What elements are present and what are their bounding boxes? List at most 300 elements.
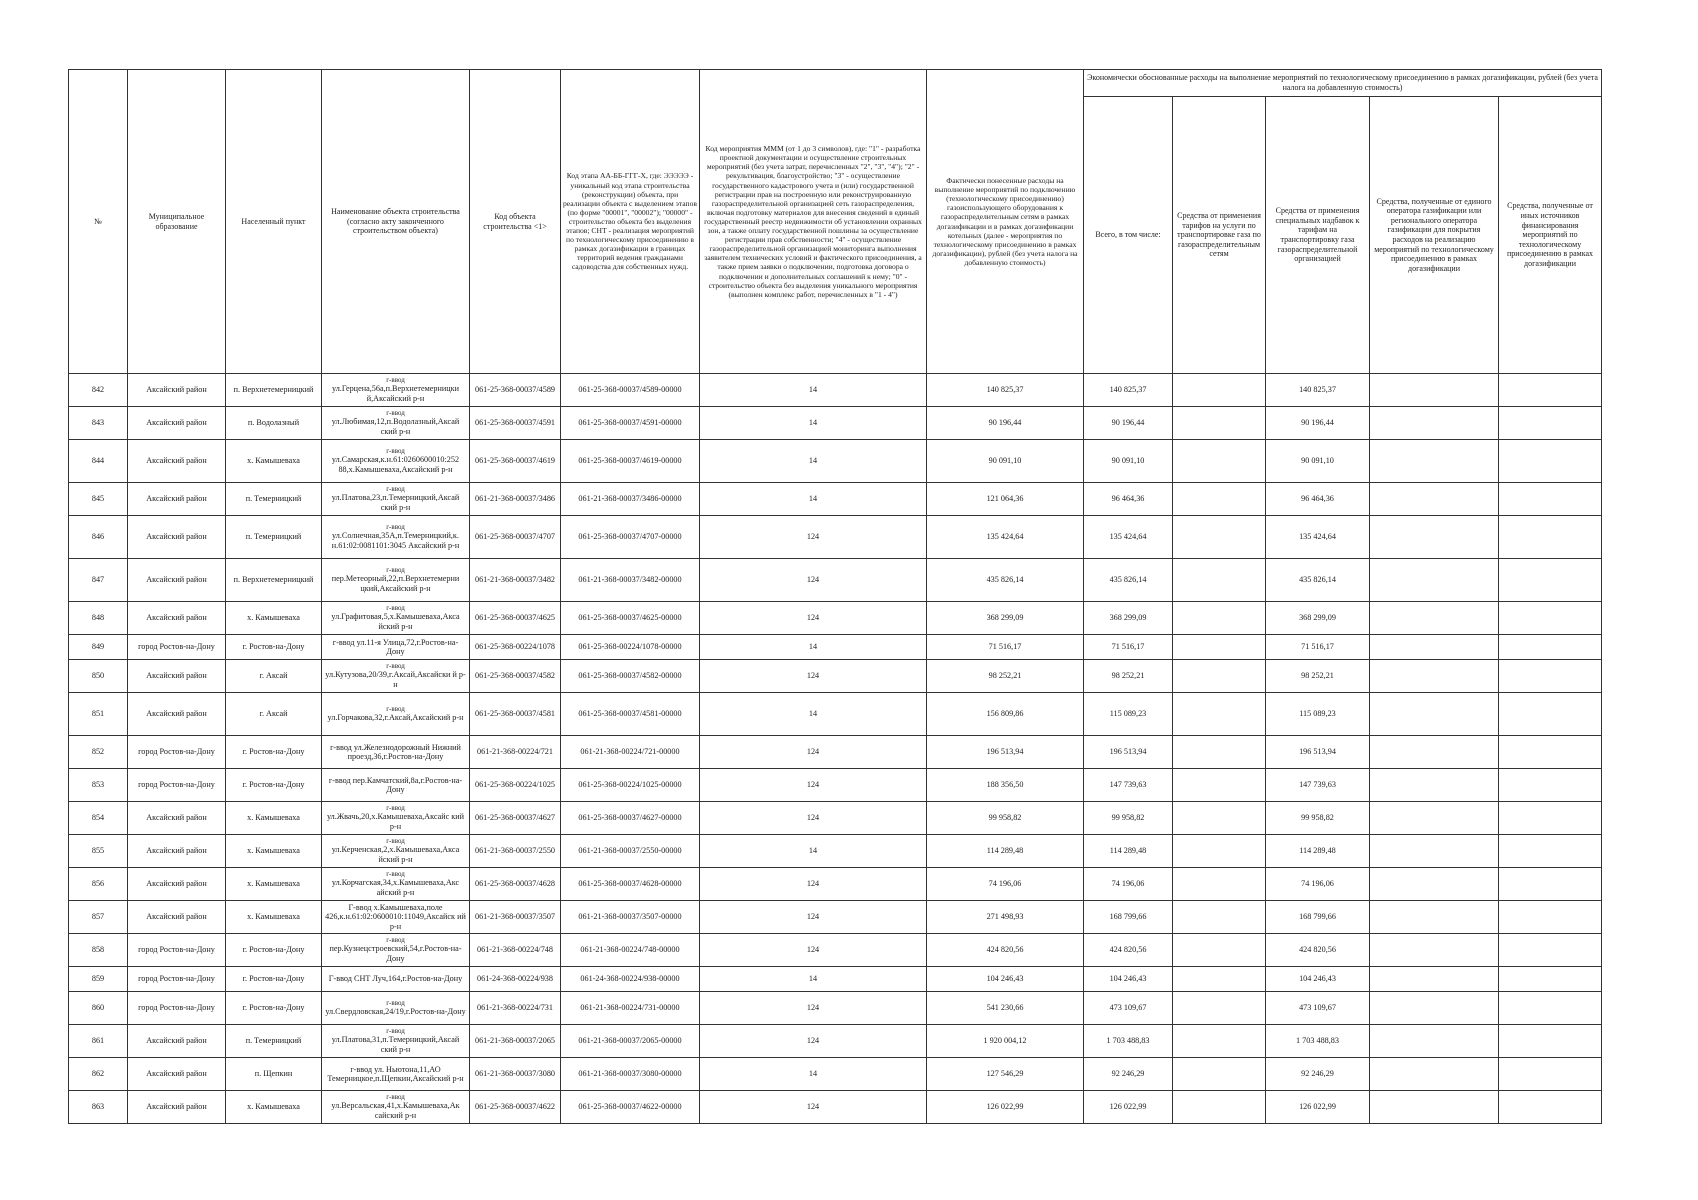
cell-special-surcharge: 147 739,63: [1266, 769, 1370, 802]
cell-municipality: Аксайский район: [128, 440, 226, 483]
cell-settlement: п. Щепкин: [226, 1058, 322, 1091]
cell-actual-costs: 1 920 004,12: [927, 1025, 1084, 1058]
object-address: ул.Платова,23,п.Темерницкий,Аксай ский р-н: [331, 493, 460, 512]
cell-number: 843: [69, 407, 128, 440]
cell-object-code: 061-24-368-00224/938: [470, 967, 561, 992]
cell-settlement: п. Темерницкий: [226, 483, 322, 516]
cell-object-code: 061-21-368-00037/3507: [470, 901, 561, 934]
cell-special-surcharge: 368 299,09: [1266, 602, 1370, 635]
object-address: ул.Графитовая,5,х.Камышеваха,Акса йский р-н: [331, 612, 460, 631]
cell-object-code: 061-25-368-00037/4627: [470, 802, 561, 835]
object-address: ул.Платова,31,п.Темерницкий,Аксай ский р-н: [331, 1035, 460, 1054]
cell-object-name: [322, 374, 470, 407]
object-address: ул.Керченская,2,х.Камышеваха,Акса йский р-н: [331, 845, 460, 864]
header-group-justified-costs: Экономически обоснованные расходы на выполнение мероприятий по технологическому присоединению в рамках догазификации, рублей (без учета налога на добавленную стоимость): [1084, 70, 1602, 97]
object-address: ул.Горчакова,32,г.Аксай,Аксайский р-н: [327, 712, 464, 722]
cell-municipality: Аксайский район: [128, 602, 226, 635]
cell-actual-costs: 435 826,14: [927, 559, 1084, 602]
cell-settlement: г. Ростов-на-Дону: [226, 736, 322, 769]
cell-total: 368 299,09: [1084, 602, 1173, 635]
object-prefix: г-ввод: [386, 804, 405, 813]
cell-settlement: г. Ростов-на-Дону: [226, 769, 322, 802]
cell-stage-code: 061-21-368-00224/748-00000: [561, 934, 700, 967]
cell-other-sources: [1499, 967, 1602, 992]
table-row: [69, 483, 1602, 516]
cell-settlement: п. Верхнетемерницкий: [226, 559, 322, 602]
object-prefix: г-ввод: [386, 447, 405, 456]
cell-total: 99 958,82: [1084, 802, 1173, 835]
cell-settlement: г. Ростов-на-Дону: [226, 967, 322, 992]
cell-settlement: п. Водолазный: [226, 407, 322, 440]
cell-other-sources: [1499, 1025, 1602, 1058]
cell-object-code: 061-21-368-00224/721: [470, 736, 561, 769]
table-row: [69, 602, 1602, 635]
cell-number: 860: [69, 992, 128, 1025]
cell-number: 852: [69, 736, 128, 769]
cell-event-code: 124: [700, 602, 927, 635]
cell-object-name: [322, 635, 470, 660]
cell-event-code: 14: [700, 693, 927, 736]
cell-settlement: г. Ростов-на-Дону: [226, 992, 322, 1025]
cell-total: 147 739,63: [1084, 769, 1173, 802]
cell-other-sources: [1499, 559, 1602, 602]
cell-settlement: х. Камышеваха: [226, 602, 322, 635]
object-address: ул.Самарская,к.н.61:0260600010:252 88,х.Камышеваха,Аксайский р-н: [331, 455, 460, 474]
header-tariff-transport: Средства от применения тарифов на услуги по транспортировке газа по газораспределительным сетям: [1173, 97, 1266, 374]
cell-municipality: Аксайский район: [128, 1058, 226, 1091]
cell-special-surcharge: 126 022,99: [1266, 1091, 1370, 1124]
cell-object-code: 061-21-368-00037/3080: [470, 1058, 561, 1091]
header-object-code: Код объекта строительства <1>: [470, 70, 561, 374]
cell-stage-code: 061-25-368-00037/4591-00000: [561, 407, 700, 440]
cell-actual-costs: 135 424,64: [927, 516, 1084, 559]
table-row: [69, 992, 1602, 1025]
cell-object-name: [322, 992, 470, 1025]
cell-actual-costs: 156 809,86: [927, 693, 1084, 736]
cell-settlement: г. Аксай: [226, 660, 322, 693]
cell-stage-code: 061-21-368-00037/2065-00000: [561, 1025, 700, 1058]
cell-tariff-transport: [1173, 1025, 1266, 1058]
cell-single-operator: [1370, 374, 1499, 407]
table-row: [69, 769, 1602, 802]
object-prefix: г-ввод: [386, 936, 405, 945]
cell-tariff-transport: [1173, 769, 1266, 802]
cell-tariff-transport: [1173, 934, 1266, 967]
cell-other-sources: [1499, 868, 1602, 901]
cell-tariff-transport: [1173, 967, 1266, 992]
cell-object-name: [322, 559, 470, 602]
cell-total: 168 799,66: [1084, 901, 1173, 934]
cell-actual-costs: 104 246,43: [927, 967, 1084, 992]
object-prefix: г-ввод: [386, 1093, 405, 1102]
cell-actual-costs: 74 196,06: [927, 868, 1084, 901]
cell-object-code: 061-21-368-00224/748: [470, 934, 561, 967]
cell-object-code: 061-25-368-00224/1025: [470, 769, 561, 802]
cell-special-surcharge: 90 196,44: [1266, 407, 1370, 440]
cell-municipality: город Ростов-на-Дону: [128, 635, 226, 660]
cell-actual-costs: 188 356,50: [927, 769, 1084, 802]
cell-special-surcharge: 115 089,23: [1266, 693, 1370, 736]
cell-stage-code: 061-25-368-00037/4619-00000: [561, 440, 700, 483]
cell-object-name: [322, 1025, 470, 1058]
cell-total: 98 252,21: [1084, 660, 1173, 693]
cell-event-code: 124: [700, 736, 927, 769]
cell-stage-code: 061-25-368-00037/4627-00000: [561, 802, 700, 835]
cell-actual-costs: 90 196,44: [927, 407, 1084, 440]
cell-total: 71 516,17: [1084, 635, 1173, 660]
cell-municipality: Аксайский район: [128, 516, 226, 559]
header-stage-code: Код этапа АА-ББ-ГГГ-Х, где: ЭЭЭЭЭ - уникальный код этапа строительства (реконструкции) объекта, при реализации объекта с выделением этапов (по форме "00001", "00002"); "00000" - строительство объекта без выделения этапов; СНТ - реализация мероприятий по технологическому присоединению в рамках догазификации в границах территорий ведения гражданами садоводства для собственных нужд.: [561, 70, 700, 374]
cell-actual-costs: 90 091,10: [927, 440, 1084, 483]
cell-special-surcharge: 104 246,43: [1266, 967, 1370, 992]
object-address: г-ввод ул. Ньютона,11,АО Темерницкое,п.Щепкин,Аксайский р-н: [327, 1064, 464, 1083]
cell-object-name: [322, 835, 470, 868]
cell-other-sources: [1499, 602, 1602, 635]
cell-special-surcharge: 473 109,67: [1266, 992, 1370, 1025]
cell-object-name: [322, 602, 470, 635]
cell-municipality: город Ростов-на-Дону: [128, 769, 226, 802]
cell-stage-code: 061-24-368-00224/938-00000: [561, 967, 700, 992]
cell-municipality: город Ростов-на-Дону: [128, 967, 226, 992]
cell-number: 862: [69, 1058, 128, 1091]
object-prefix: г-ввод: [386, 870, 405, 879]
table-row: [69, 1091, 1602, 1124]
cell-object-code: 061-25-368-00037/4622: [470, 1091, 561, 1124]
cell-special-surcharge: 1 703 488,83: [1266, 1025, 1370, 1058]
cell-object-code: 061-25-368-00037/4619: [470, 440, 561, 483]
cell-municipality: Аксайский район: [128, 1025, 226, 1058]
table-row: [69, 559, 1602, 602]
cell-single-operator: [1370, 1025, 1499, 1058]
cell-tariff-transport: [1173, 868, 1266, 901]
cell-event-code: 124: [700, 934, 927, 967]
cell-actual-costs: 99 958,82: [927, 802, 1084, 835]
header-number: №: [69, 70, 128, 374]
cell-tariff-transport: [1173, 992, 1266, 1025]
cell-object-code: 061-21-368-00037/3482: [470, 559, 561, 602]
cell-number: 857: [69, 901, 128, 934]
object-prefix: г-ввод: [386, 523, 405, 532]
cell-single-operator: [1370, 516, 1499, 559]
cell-municipality: Аксайский район: [128, 374, 226, 407]
header-actual-costs: Фактически понесенные расходы на выполнение мероприятий по подключению (технологическому присоединению) газоиспользующего оборудования к газораспределительным сетям в рамках догазификации и в рамках догазификации котельных (далее - мероприятия по технологическому присоединению в рамках догазификации), рублей (без учета налога на добавленную стоимость): [927, 70, 1084, 374]
object-address: г-ввод ул.11-я Улица,72,г.Ростов-на-Дону: [332, 637, 459, 656]
cell-event-code: 124: [700, 802, 927, 835]
object-address: ул.Корчагская,34,х.Камышеваха,Акс айский р-н: [331, 878, 460, 897]
cell-tariff-transport: [1173, 693, 1266, 736]
cell-settlement: х. Камышеваха: [226, 1091, 322, 1124]
object-prefix: г-ввод: [386, 376, 405, 385]
cell-number: 851: [69, 693, 128, 736]
table-row: [69, 374, 1602, 407]
cell-total: 140 825,37: [1084, 374, 1173, 407]
cell-object-code: 061-21-368-00037/2550: [470, 835, 561, 868]
cell-stage-code: 061-25-368-00037/4628-00000: [561, 868, 700, 901]
cell-total: 135 424,64: [1084, 516, 1173, 559]
table-header: [69, 70, 1602, 374]
cell-event-code: 124: [700, 1091, 927, 1124]
cell-special-surcharge: 196 513,94: [1266, 736, 1370, 769]
cell-total: 114 289,48: [1084, 835, 1173, 868]
cell-municipality: город Ростов-на-Дону: [128, 934, 226, 967]
cell-stage-code: 061-21-368-00037/3486-00000: [561, 483, 700, 516]
object-address: ул.Жвачь,20,х.Камышеваха,Аксайс кий р-н: [326, 812, 465, 831]
cell-actual-costs: 114 289,48: [927, 835, 1084, 868]
cell-stage-code: 061-25-368-00037/4625-00000: [561, 602, 700, 635]
cell-object-code: 061-25-368-00037/4582: [470, 660, 561, 693]
table-row: [69, 736, 1602, 769]
cell-stage-code: 061-25-368-00037/4582-00000: [561, 660, 700, 693]
cell-number: 845: [69, 483, 128, 516]
cell-special-surcharge: 71 516,17: [1266, 635, 1370, 660]
header-total: Всего, в том числе:: [1084, 97, 1173, 374]
cell-other-sources: [1499, 934, 1602, 967]
cell-single-operator: [1370, 1091, 1499, 1124]
cell-object-name: [322, 934, 470, 967]
table-row: [69, 693, 1602, 736]
cell-object-name: [322, 407, 470, 440]
cell-settlement: г. Аксай: [226, 693, 322, 736]
cell-object-code: 061-25-368-00037/4591: [470, 407, 561, 440]
cell-total: 196 513,94: [1084, 736, 1173, 769]
cell-single-operator: [1370, 769, 1499, 802]
object-address: ул.Кутузова,20/39,г.Аксай,Аксайски й р-н: [325, 670, 466, 689]
cell-object-code: 061-25-368-00037/4707: [470, 516, 561, 559]
cell-municipality: Аксайский район: [128, 901, 226, 934]
object-prefix: г-ввод: [386, 409, 405, 418]
cell-other-sources: [1499, 1058, 1602, 1091]
cell-number: 854: [69, 802, 128, 835]
cell-total: 74 196,06: [1084, 868, 1173, 901]
cell-total: 424 820,56: [1084, 934, 1173, 967]
cell-single-operator: [1370, 802, 1499, 835]
cell-event-code: 124: [700, 660, 927, 693]
object-address: пер.Метеорный,22,п.Верхнетемерни цкий,Аксайский р-н: [331, 574, 460, 593]
cell-special-surcharge: 140 825,37: [1266, 374, 1370, 407]
cell-object-name: [322, 516, 470, 559]
cell-settlement: х. Камышеваха: [226, 835, 322, 868]
cell-number: 863: [69, 1091, 128, 1124]
table-row: [69, 868, 1602, 901]
object-address: ул.Любимая,12,п.Водолазный,Аксай ский р-н: [331, 417, 460, 436]
cell-event-code: 14: [700, 407, 927, 440]
table-row: [69, 967, 1602, 992]
cell-other-sources: [1499, 1091, 1602, 1124]
cell-object-name: [322, 1058, 470, 1091]
object-prefix: г-ввод: [386, 704, 405, 713]
object-address: ул.Солнечная,35А,п.Темерницкий,к. н.61:02:0081101:3045 Аксайский р-н: [331, 531, 460, 550]
cell-tariff-transport: [1173, 440, 1266, 483]
cell-single-operator: [1370, 602, 1499, 635]
cell-actual-costs: 541 230,66: [927, 992, 1084, 1025]
cell-stage-code: 061-25-368-00037/4707-00000: [561, 516, 700, 559]
table-row: [69, 934, 1602, 967]
cell-total: 96 464,36: [1084, 483, 1173, 516]
cell-other-sources: [1499, 901, 1602, 934]
cell-actual-costs: 368 299,09: [927, 602, 1084, 635]
cell-special-surcharge: 92 246,29: [1266, 1058, 1370, 1091]
cell-tariff-transport: [1173, 559, 1266, 602]
cell-stage-code: 061-25-368-00037/4589-00000: [561, 374, 700, 407]
cell-single-operator: [1370, 967, 1499, 992]
cell-other-sources: [1499, 693, 1602, 736]
cell-settlement: п. Верхнетемерницкий: [226, 374, 322, 407]
cell-single-operator: [1370, 736, 1499, 769]
cell-stage-code: 061-25-368-00224/1078-00000: [561, 635, 700, 660]
object-address: ул.Версальская,41,х.Камышеваха,Ак сайский р-н: [331, 1101, 460, 1120]
cell-municipality: Аксайский район: [128, 483, 226, 516]
cell-tariff-transport: [1173, 602, 1266, 635]
header-municipality: Муниципальное образование: [128, 70, 226, 374]
cell-actual-costs: 126 022,99: [927, 1091, 1084, 1124]
table-body: [69, 374, 1602, 1124]
cell-total: 126 022,99: [1084, 1091, 1173, 1124]
cell-event-code: 14: [700, 483, 927, 516]
cell-object-name: [322, 967, 470, 992]
cell-event-code: 124: [700, 901, 927, 934]
cell-tariff-transport: [1173, 407, 1266, 440]
cell-object-name: [322, 901, 470, 934]
table-row: [69, 407, 1602, 440]
cell-stage-code: 061-25-368-00224/1025-00000: [561, 769, 700, 802]
cell-stage-code: 061-25-368-00037/4581-00000: [561, 693, 700, 736]
cell-municipality: Аксайский район: [128, 559, 226, 602]
cell-object-name: [322, 769, 470, 802]
table-row: [69, 635, 1602, 660]
cell-object-code: 061-21-368-00224/731: [470, 992, 561, 1025]
cell-event-code: 14: [700, 967, 927, 992]
cell-number: 861: [69, 1025, 128, 1058]
cell-special-surcharge: 168 799,66: [1266, 901, 1370, 934]
cell-total: 1 703 488,83: [1084, 1025, 1173, 1058]
cell-settlement: х. Камышеваха: [226, 868, 322, 901]
cell-special-surcharge: 96 464,36: [1266, 483, 1370, 516]
cell-single-operator: [1370, 934, 1499, 967]
table-row: [69, 802, 1602, 835]
cell-tariff-transport: [1173, 660, 1266, 693]
cell-settlement: х. Камышеваха: [226, 440, 322, 483]
cell-special-surcharge: 98 252,21: [1266, 660, 1370, 693]
cell-object-code: 061-21-368-00037/3486: [470, 483, 561, 516]
cell-event-code: 14: [700, 835, 927, 868]
cell-number: 844: [69, 440, 128, 483]
cell-settlement: х. Камышеваха: [226, 802, 322, 835]
cell-object-code: 061-25-368-00037/4589: [470, 374, 561, 407]
cell-object-code: 061-25-368-00037/4581: [470, 693, 561, 736]
cell-tariff-transport: [1173, 516, 1266, 559]
table-row: [69, 660, 1602, 693]
cell-other-sources: [1499, 769, 1602, 802]
cell-number: 846: [69, 516, 128, 559]
cell-single-operator: [1370, 407, 1499, 440]
cell-settlement: п. Темерницкий: [226, 1025, 322, 1058]
cell-tariff-transport: [1173, 802, 1266, 835]
cell-event-code: 14: [700, 1058, 927, 1091]
cell-municipality: Аксайский район: [128, 835, 226, 868]
cell-object-code: 061-21-368-00037/2065: [470, 1025, 561, 1058]
cell-other-sources: [1499, 440, 1602, 483]
cell-object-name: [322, 736, 470, 769]
cell-number: 848: [69, 602, 128, 635]
cell-single-operator: [1370, 635, 1499, 660]
header-event-code: Код мероприятия МММ (от 1 до 3 символов), где: "1" - разработка проектной документации и осуществление строительных мероприятий (без учета затрат, перечисленных "2", "3", "4"); "2" - рекультивация, благоустройство; "3" - осуществление государственного кадастрового учета и (или) государственной регистрации прав на построенную или реконструированную газораспределительной организацией сеть газораспределения, включая подготовку материалов для внесения сведений в единый государственный реестр недвижимости об установлении охранных зон, а также оплату государственной пошлины за осуществление регистрации прав собственности; "4" - осуществление газораспределительной организацией мониторинга выполнения заявителем технических условий и фактического присоединения, а также прием заявки о подключении, подготовка договора о подключении и дополнительных соглашений к нему; "0" - строительство объекта без выделения уникального мероприятия (выполнен комплекс работ, перечисленных в "1 - 4"): [700, 70, 927, 374]
cell-municipality: Аксайский район: [128, 407, 226, 440]
cell-number: 855: [69, 835, 128, 868]
cell-other-sources: [1499, 516, 1602, 559]
cell-total: 90 196,44: [1084, 407, 1173, 440]
cell-municipality: Аксайский район: [128, 868, 226, 901]
cell-single-operator: [1370, 559, 1499, 602]
header-other-sources: Средства, полученные от иных источников финансирования мероприятий по технологическому присоединению в рамках догазификации: [1499, 97, 1602, 374]
object-address: пер.Кузнецстроевский,54,г.Ростов-на-Дону: [329, 944, 462, 963]
cell-object-name: [322, 802, 470, 835]
object-address: г-ввод ул.Железнодорожный Нижний проезд,36,г.Ростов-на-Дону: [330, 742, 461, 761]
object-prefix: г-ввод: [386, 998, 405, 1007]
object-prefix: г-ввод: [386, 662, 405, 671]
cell-event-code: 124: [700, 1025, 927, 1058]
cell-other-sources: [1499, 992, 1602, 1025]
cell-stage-code: 061-21-368-00037/2550-00000: [561, 835, 700, 868]
cell-actual-costs: 424 820,56: [927, 934, 1084, 967]
cell-number: 849: [69, 635, 128, 660]
object-address: Г-ввод СНТ Луч,164,г.Ростов-на-Дону: [328, 974, 463, 984]
cell-special-surcharge: 74 196,06: [1266, 868, 1370, 901]
cell-total: 435 826,14: [1084, 559, 1173, 602]
cell-tariff-transport: [1173, 483, 1266, 516]
cell-total: 104 246,43: [1084, 967, 1173, 992]
cell-other-sources: [1499, 407, 1602, 440]
cell-single-operator: [1370, 868, 1499, 901]
cell-event-code: 124: [700, 992, 927, 1025]
cell-special-surcharge: 435 826,14: [1266, 559, 1370, 602]
cell-number: 858: [69, 934, 128, 967]
object-prefix: г-ввод: [386, 566, 405, 575]
cell-stage-code: 061-21-368-00037/3507-00000: [561, 901, 700, 934]
cell-event-code: 124: [700, 868, 927, 901]
cell-object-name: [322, 440, 470, 483]
object-prefix: г-ввод: [386, 837, 405, 846]
cell-special-surcharge: 114 289,48: [1266, 835, 1370, 868]
object-address: ул.Свердловская,24/19,г.Ростов-на-Дону: [325, 1006, 466, 1016]
cell-object-code: 061-25-368-00037/4625: [470, 602, 561, 635]
cell-stage-code: 061-21-368-00037/3482-00000: [561, 559, 700, 602]
cell-number: 847: [69, 559, 128, 602]
cell-actual-costs: 196 513,94: [927, 736, 1084, 769]
cell-other-sources: [1499, 635, 1602, 660]
header-single-operator: Средства, полученные от единого оператора газификации или регионального оператора газификации для покрытия расходов на реализацию мероприятий по технологическому присоединению в рамках догазификации: [1370, 97, 1499, 374]
register-table: [68, 69, 1602, 1124]
cell-municipality: Аксайский район: [128, 802, 226, 835]
cell-actual-costs: 127 546,29: [927, 1058, 1084, 1091]
cell-actual-costs: 271 498,93: [927, 901, 1084, 934]
document-sheet: [68, 69, 1601, 1124]
cell-single-operator: [1370, 693, 1499, 736]
table-row: [69, 835, 1602, 868]
cell-stage-code: 061-21-368-00224/731-00000: [561, 992, 700, 1025]
cell-event-code: 14: [700, 374, 927, 407]
cell-number: 853: [69, 769, 128, 802]
cell-single-operator: [1370, 992, 1499, 1025]
cell-single-operator: [1370, 440, 1499, 483]
object-address: г-ввод пер.Камчатский,8а,г.Ростов-на-Дону: [328, 775, 463, 794]
cell-single-operator: [1370, 660, 1499, 693]
cell-other-sources: [1499, 736, 1602, 769]
table-row: [69, 1058, 1602, 1091]
cell-single-operator: [1370, 901, 1499, 934]
table-row: [69, 440, 1602, 483]
cell-total: 90 091,10: [1084, 440, 1173, 483]
cell-other-sources: [1499, 835, 1602, 868]
